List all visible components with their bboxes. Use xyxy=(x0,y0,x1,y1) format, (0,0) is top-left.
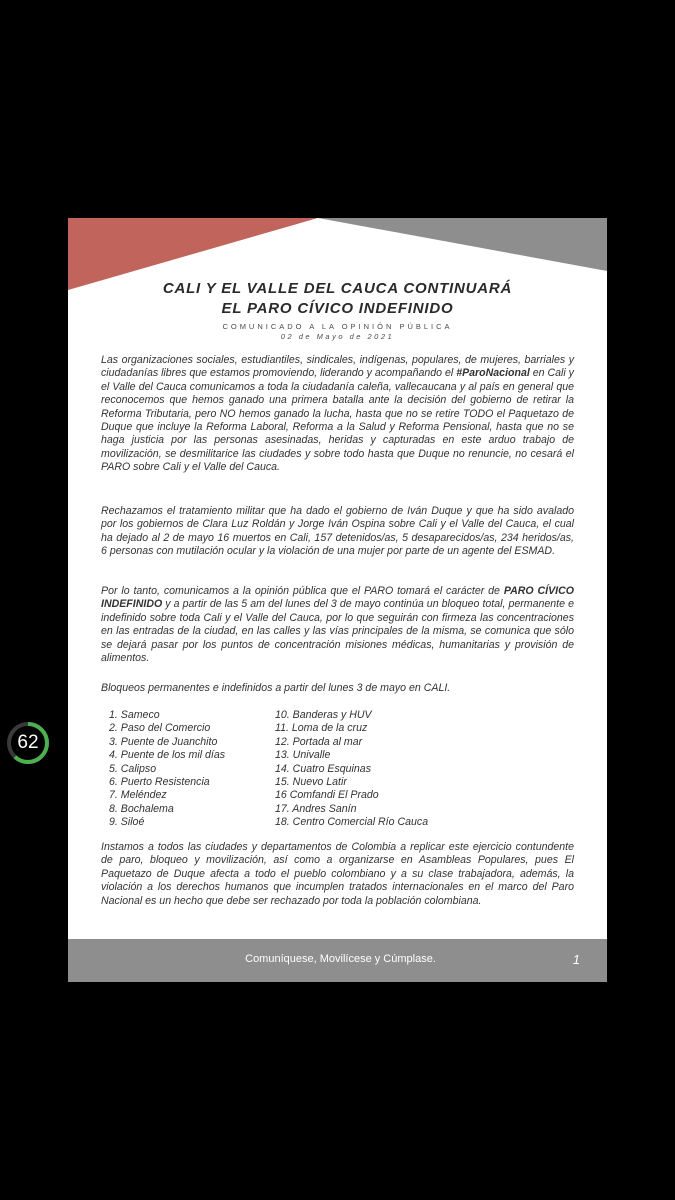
paragraph-2: Rechazamos el tratamiento militar que ha dado el gobierno de Iván Duque y que ha sido avalado por los gobiernos de Clara Luz Roldán y Jorge Iván Ospina sobre Cali y el Valle del Cauca, el cual ha dejado al 2 de mayo 16 muertos en Cali, 157 detenidos/as, 5 desaparecidos/as, 234 heridos/as, 6 personas con mutilación ocular y la violación de una mujer por parte de un agente del ESMAD. xyxy=(101,505,574,558)
list-item: 10. Banderas y HUV xyxy=(275,709,372,721)
list-item: 8. Bochalema xyxy=(109,802,174,815)
document-page xyxy=(68,218,607,982)
paragraph-5: Instamos a todos las ciudades y departamentos de Colombia a replicar este ejercicio contundente de paro, bloqueo y movilización, así como a organizarse en Asambleas Populares, pues El Paquetazo de Duque afecta a todo el pueblo colombiano y a su clase trabajadora, además, la violación a los derechos humanos que incumplen tratados internacionales en el marco del Paro Nacional es un hecho que debe ser rechazado por toda la población colombiana. xyxy=(101,841,574,907)
blockade-list-col1 xyxy=(109,709,225,830)
list-item: 6. Puerto Resistencia xyxy=(109,776,210,789)
p1-text-c: en Cali y el Valle del Cauca comunicamos a toda la ciudadanía caleña, vallecaucana y al país en general que reconocemos que hemos ganado una primera batalla ante la decisión del gobierno de retirar la Reforma Tributaria, pero NO hemos ganado la lucha, hasta que no se retire TODO el Paquetazo de Duque que incluye la Reforma Laboral, Reforma a la Salud y Reforma Pensional, hasta que no se haga justicia por las personas asesinadas, heridas y capturadas en este arduo trabajo de movilización, se desmilitarice las ciudades y sobre todo hasta que Duque no renuncie, no cesará el PARO sobre Cali y el Valle del Cauca. xyxy=(101,367,574,474)
blockade-list-col2 xyxy=(275,709,428,830)
p1-text-a: Las organizaciones sociales, estudiantiles, sindicales, indígenas, populares, de mujeres, barriales y ciudadanías libres que estamos promoviendo, liderando y acompañando el xyxy=(101,354,574,380)
paragraph-4: Bloqueos permanentes e indefinidos a partir del lunes 3 de mayo en CALI. xyxy=(101,682,451,694)
list-item: 5. Calipso xyxy=(109,762,157,775)
page-title xyxy=(68,279,607,319)
date: 02 de Mayo de 2021 xyxy=(280,332,395,341)
list-item: 1. Sameco xyxy=(109,709,160,721)
list-item: 15. Nuevo Latir xyxy=(275,776,347,789)
title-line-2: EL PARO CÍVICO INDEFINIDO xyxy=(221,300,454,317)
hashtag-paronacional: #ParoNacional xyxy=(456,367,530,380)
list-item: 12. Portada al mar xyxy=(275,735,363,748)
p3-text-a: Por lo tanto, comunicamos a la opinión pública que el PARO tomará el carácter de xyxy=(101,585,504,597)
subtitle: COMUNICADO A LA OPINIÓN PÚBLICA xyxy=(222,322,453,331)
paragraph-1 xyxy=(101,354,574,475)
page-number: 1 xyxy=(572,952,580,967)
p3-text-c: y a partir de las 5 am del lunes del 3 de mayo continúa un bloqueo total, permanente e indefinido sobre toda Cali y el Valle del Cauca, por lo que seguirán con firmeza las concentraciones en las entradas de la ciudad, en las calles y las vías principales de la misma, se comunica que sólo se dejará pasar por los puntos de concentración misiones médicas, humanitarias y provisión de alimentos. xyxy=(101,598,574,665)
list-item: 16 Comfandi El Prado xyxy=(275,789,379,802)
list-item: 13. Univalle xyxy=(275,749,331,762)
progress-badge-value[interactable]: 62 xyxy=(17,732,39,753)
list-item: 17. Andres Sanín xyxy=(275,802,357,815)
list-item: 4. Puente de los mil días xyxy=(109,749,226,762)
paragraph-3 xyxy=(101,585,574,665)
list-item: 3. Puente de Juanchito xyxy=(109,735,218,748)
list-item: 18. Centro Comercial Río Cauca xyxy=(275,816,429,829)
paro-civico-indefinido: PARO CÍVICO INDEFINIDO xyxy=(101,585,574,611)
list-item: 7. Meléndez xyxy=(109,789,167,802)
footer-bar xyxy=(68,939,607,982)
list-item: 2. Paso del Comercio xyxy=(109,722,211,735)
footer-text: Comuníquese, Movilícese y Cúmplase. xyxy=(245,953,436,965)
list-item: 14. Cuatro Esquinas xyxy=(275,762,371,775)
list-item: 9. Siloé xyxy=(109,816,145,829)
list-item: 11. Loma de la cruz xyxy=(275,722,368,735)
title-line-1: CALI Y EL VALLE DEL CAUCA CONTINUARÁ xyxy=(162,280,513,297)
